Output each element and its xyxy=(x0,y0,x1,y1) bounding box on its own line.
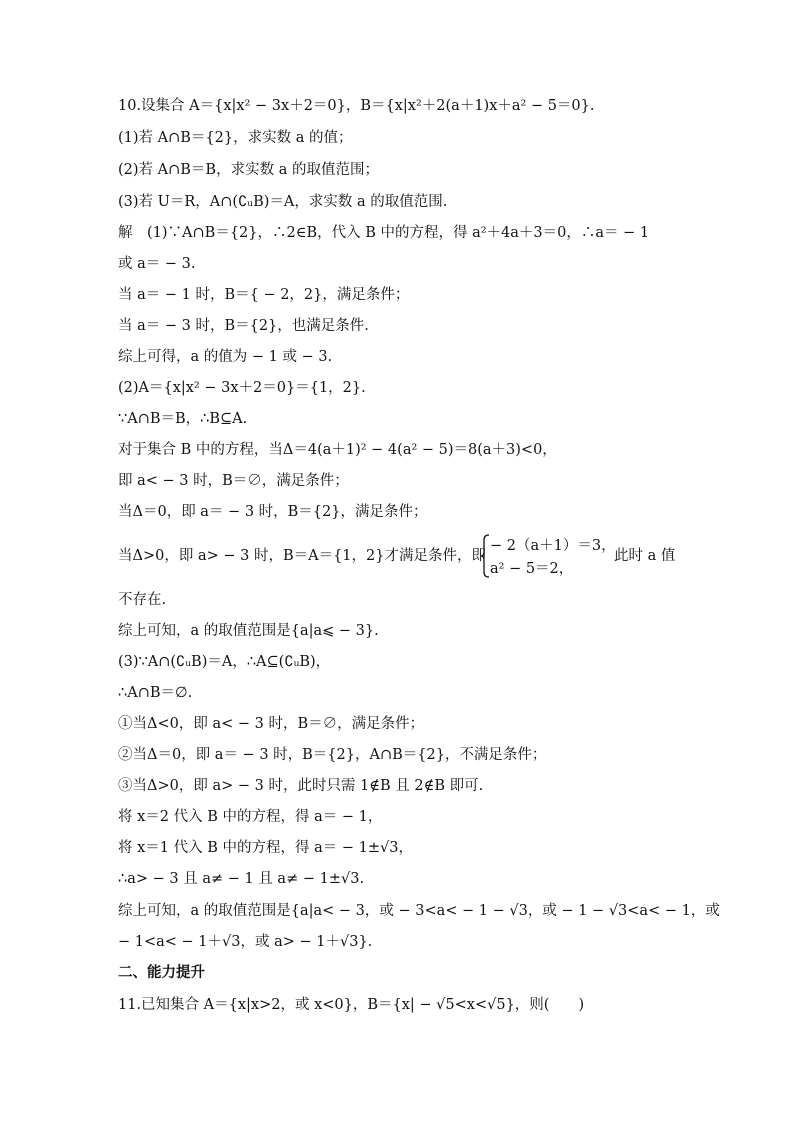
solution-line: 当Δ＝0，即 a＝ − 3 时，B＝{2}，满足条件； xyxy=(118,504,428,520)
problem-10-part-2: (2)若 A∩B＝B，求实数 a 的取值范围； xyxy=(118,162,379,178)
section-heading: 二、能力提升 xyxy=(118,965,205,981)
system-equation-2: a² − 5＝2， xyxy=(490,561,574,577)
system-suffix: 此时 a 值 xyxy=(614,548,676,564)
solution-line: 综上可知，a 的取值范围是{a|a⩽ − 3}. xyxy=(118,623,379,639)
problem-10-part-3: (3)若 U＝R，A∩(∁ᵤB)＝A，求实数 a 的取值范围. xyxy=(118,194,448,210)
system-prefix: 当Δ>0，即 a> − 3 时，B＝A＝{1，2}才满足条件，即 xyxy=(118,548,486,564)
solution-line: 即 a< − 3 时，B＝∅，满足条件； xyxy=(118,473,349,489)
solution-line: ③当Δ>0，即 a> − 3 时，此时只需 1∉B 且 2∉B 即可. xyxy=(118,778,484,794)
system-equation-1: − 2（a＋1）＝3， xyxy=(490,538,616,554)
solution-line: 或 a＝ − 3. xyxy=(118,256,196,272)
solution-line: 不存在. xyxy=(118,592,167,608)
solution-line: ②当Δ＝0，即 a＝ − 3 时，B＝{2}，A∩B＝{2}，不满足条件； xyxy=(118,747,547,763)
solution-line: 综上可知，a 的取值范围是{a|a< − 3，或 − 3<a< − 1 − √3，或 − 1 − √3<a< − 1，或 xyxy=(118,903,720,919)
problem-10-part-1: (1)若 A∩B＝{2}，求实数 a 的值； xyxy=(118,130,353,146)
problem-10-statement: 10.设集合 A＝{x|x² − 3x＋2＝0}，B＝{x|x²＋2(a＋1)x＋a² − 5＝0}. xyxy=(118,98,595,114)
solution-line: 将 x＝1 代入 B 中的方程，得 a＝ − 1±√3， xyxy=(118,840,413,856)
solution-line: 综上可得，a 的值为 − 1 或 − 3. xyxy=(118,349,333,365)
solution-line: ∵A∩B＝B，∴B⊆A. xyxy=(118,411,248,427)
solution-line: − 1<a< − 1＋√3，或 a> − 1＋√3}. xyxy=(118,934,373,950)
solution-line: ∴a> − 3 且 a≠ − 1 且 a≠ − 1±√3. xyxy=(118,871,365,887)
solution-line: ①当Δ<0，即 a< − 3 时，B＝∅，满足条件； xyxy=(118,716,425,732)
solution-line: 将 x＝2 代入 B 中的方程，得 a＝ − 1， xyxy=(118,809,383,825)
solution-line: 解 (1)∵A∩B＝{2}，∴2∈B，代入 B 中的方程，得 a²＋4a＋3＝0，∴a＝ − 1 xyxy=(118,225,650,241)
left-brace-icon xyxy=(480,534,490,578)
solution-line: 当 a＝ − 3 时，B＝{2}，也满足条件. xyxy=(118,318,369,334)
solution-line: 当 a＝ − 1 时，B＝{ − 2，2}，满足条件； xyxy=(118,287,410,303)
equation-system-line xyxy=(118,532,688,578)
solution-line: (3)∵A∩(∁ᵤB)＝A，∴A⊆(∁ᵤB)， xyxy=(118,654,331,670)
solution-line: (2)A＝{x|x² − 3x＋2＝0}＝{1，2}. xyxy=(118,380,366,396)
problem-11-statement: 11.已知集合 A＝{x|x>2，或 x<0}，B＝{x| − √5<x<√5}，则( ) xyxy=(118,997,585,1013)
solution-line: ∴A∩B＝∅. xyxy=(118,685,193,701)
solution-line: 对于集合 B 中的方程，当Δ＝4(a＋1)² − 4(a² − 5)＝8(a＋3)<0， xyxy=(118,442,557,458)
